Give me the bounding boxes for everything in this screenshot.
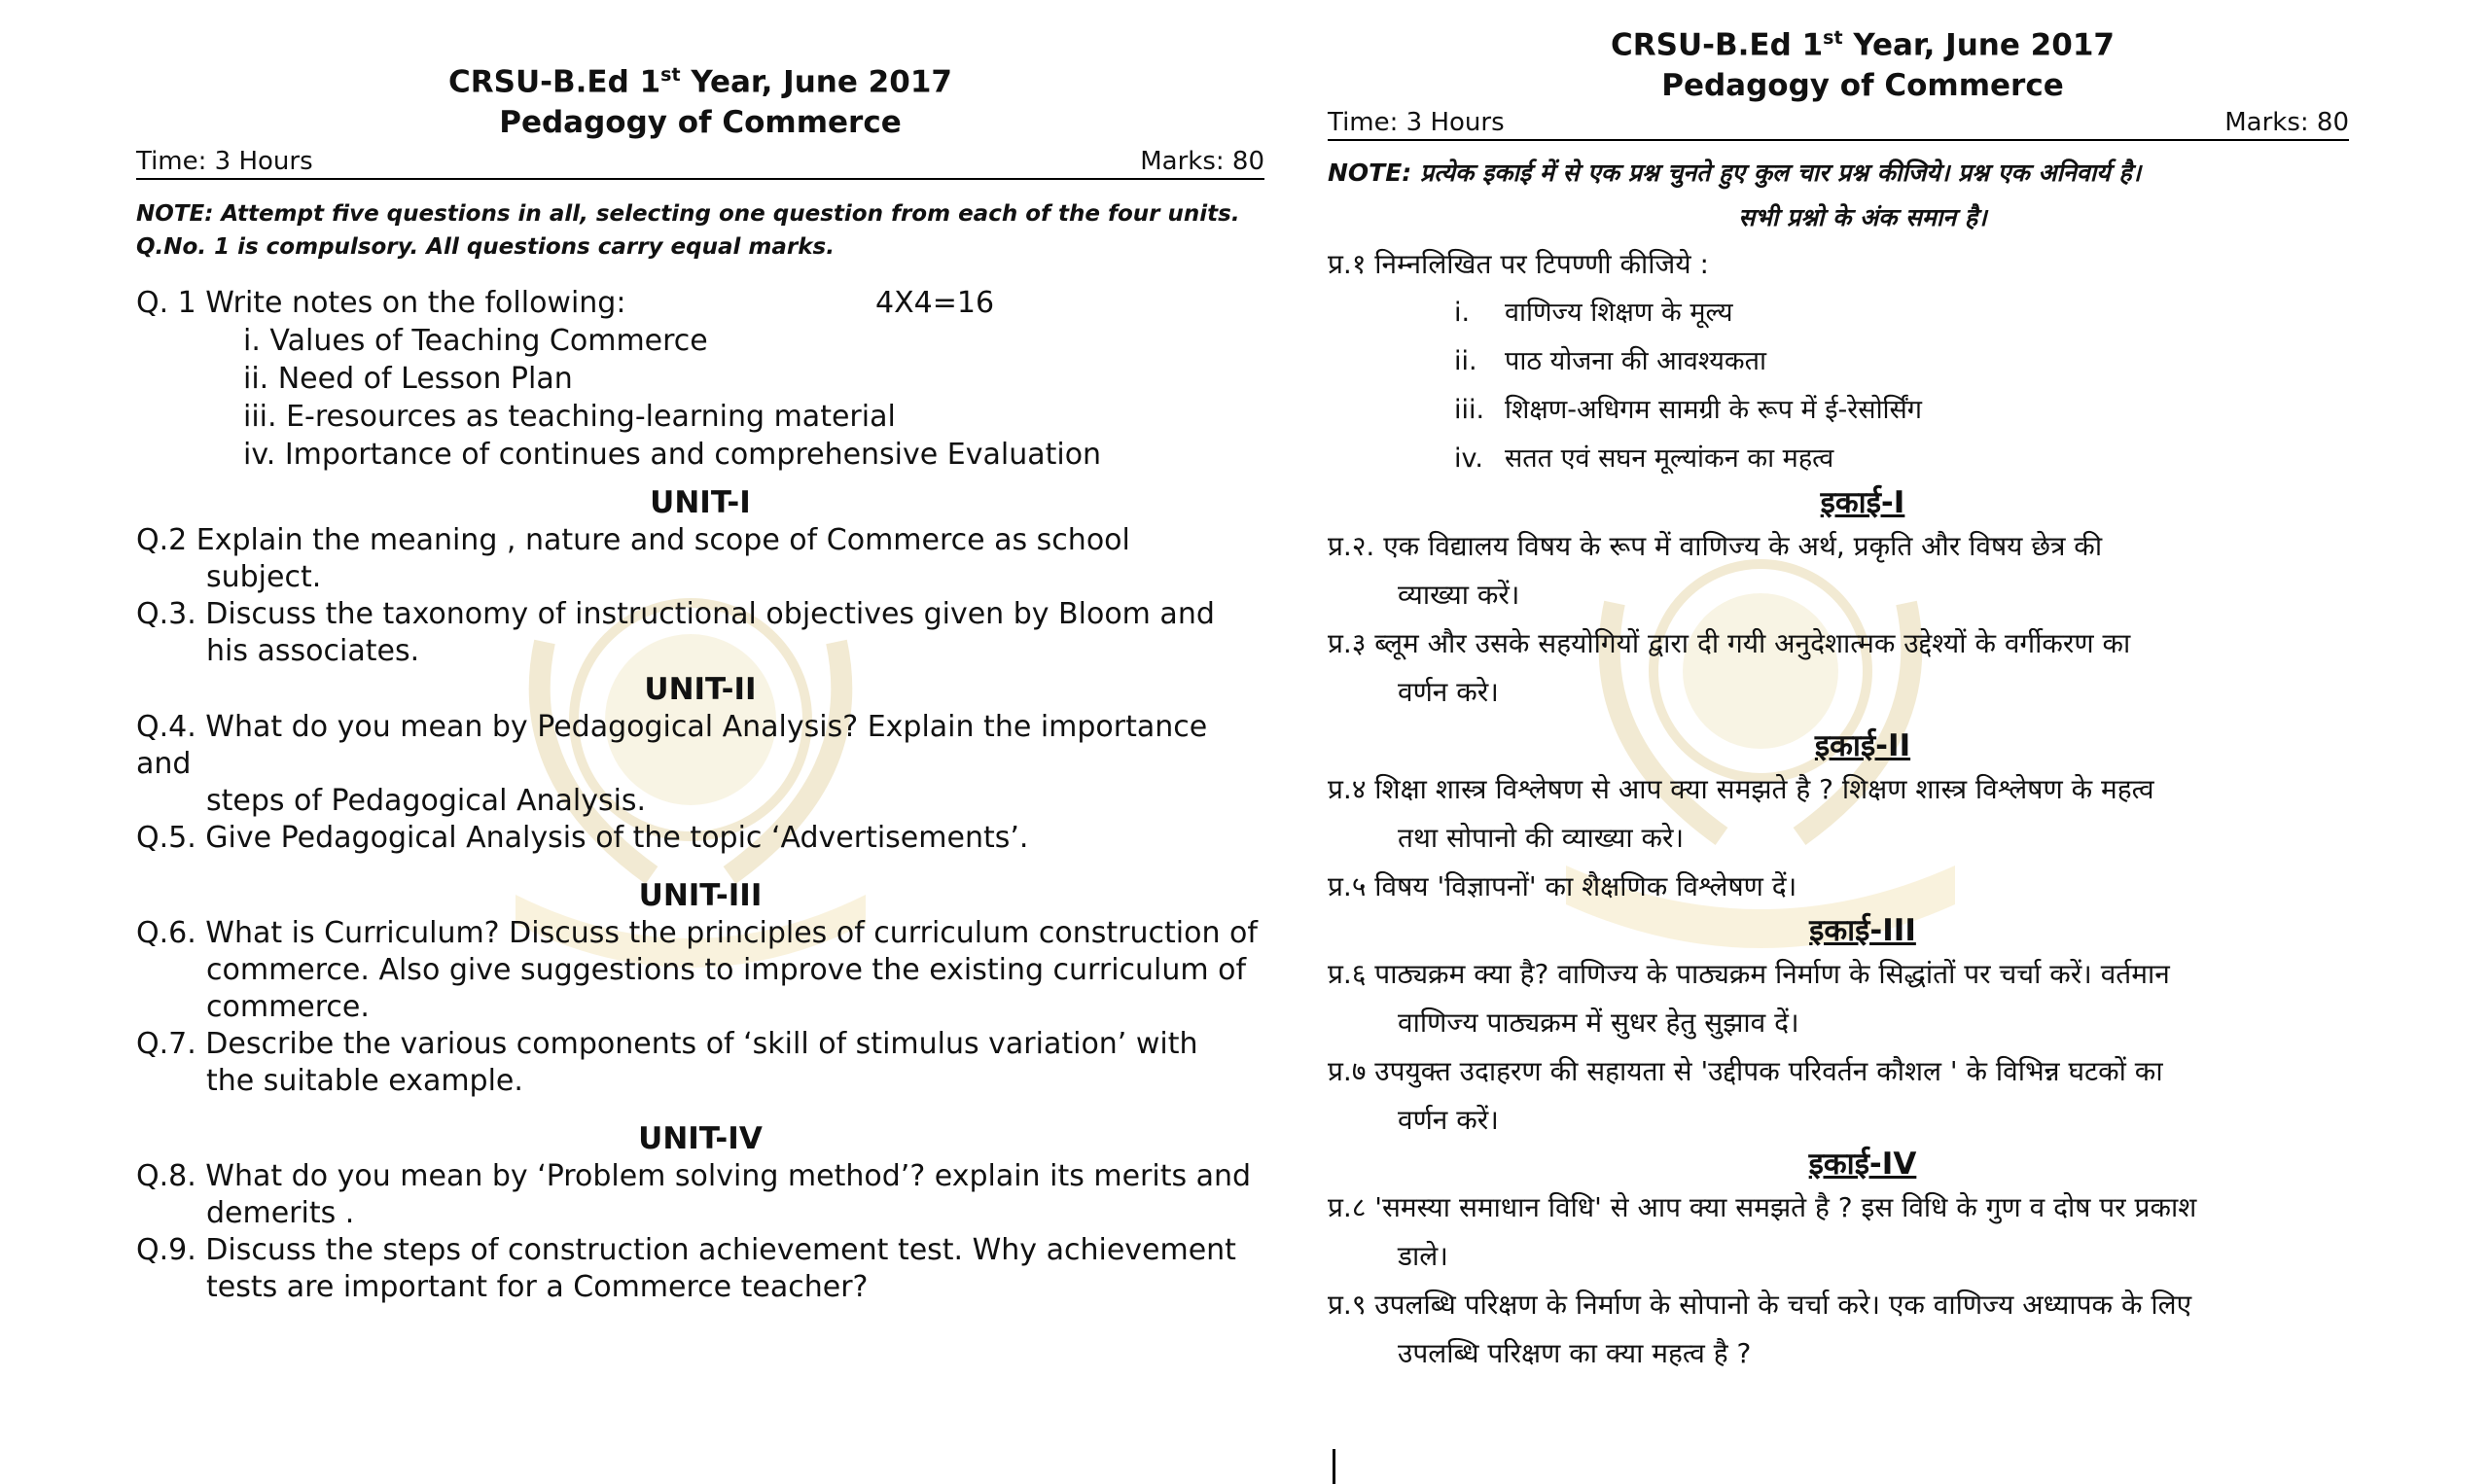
item-text: वाणिज्य शिक्षण के मूल्य [1505, 298, 1733, 329]
question-text: वर्णन करें। [1398, 1104, 1499, 1137]
question-text: प्र.९ उपलब्धि परिक्षण के निर्माण के सोपानो के चर्चा करे। एक वाणिज्य अध्यापक के लिए [1328, 1289, 2192, 1322]
question-text: वर्णन करे। [1398, 676, 1499, 709]
question-6 [1328, 950, 2398, 1047]
time-marks-row [1328, 108, 2349, 141]
question-text: the suitable example. [206, 1064, 523, 1099]
question-text: Q.4. What do you mean by Pedagogical Analysis? Explain the importance and [136, 710, 1208, 782]
list-item: iv. Importance of continues and comprehensive Evaluation [243, 438, 1102, 473]
paper-title [136, 54, 1264, 102]
question-text: प्र.८ 'समस्या समाधान विधि' से आप क्या समझते है ? इस विधि के गुण व दोष पर प्रकाश [1328, 1191, 2197, 1224]
unit-heading: इकाई-II [1814, 728, 1911, 764]
question-8 [136, 1158, 1264, 1232]
list-item: i. Values of Teaching Commerce [243, 324, 708, 359]
unit-heading: UNIT-I [650, 485, 751, 521]
title-text: CRSU-B.Ed 1 [448, 64, 661, 100]
paper-subject: Pedagogy of Commerce [499, 105, 902, 141]
question-9 [136, 1232, 1264, 1306]
question-text: Q.3. Discuss the taxonomy of instructional objectives given by Bloom and [136, 597, 1215, 632]
question-1-items [1328, 289, 2398, 483]
question-1 [136, 285, 1264, 322]
text-cursor [1333, 1449, 1335, 1484]
instructions-note [136, 197, 1264, 264]
question-text: Q.6. What is Curriculum? Discuss the principles of curriculum construction of [136, 916, 1258, 951]
question-text: steps of Pedagogical Analysis. [206, 784, 647, 819]
note-line: NOTE: प्रत्येक इकाई में से एक प्रश्न चुनते हुए कुल चार प्रश्न कीजिये। प्रश्न एक अनिवार्य है। [1328, 159, 2142, 188]
time-label: Time: 3 Hours [136, 147, 313, 177]
question-text: प्र.६ पाठ्यक्रम क्या है? वाणिज्य के पाठ्यक्रम निर्माण के सिद्धांतों पर चर्चा करें। वर्तमान [1328, 958, 2170, 991]
paper-subject: Pedagogy of Commerce [1661, 68, 2064, 104]
question-text: प्र.४ शिक्षा शास्त्र विश्लेषण से आप क्या समझते है ? शिक्षण शास्त्र विश्लेषण के महत्व [1328, 773, 2154, 806]
question-text: tests are important for a Commerce teacher? [206, 1270, 869, 1305]
item-number: iv. [1454, 443, 1483, 475]
unit-heading: UNIT-III [638, 878, 763, 914]
list-item [1454, 435, 2398, 483]
question-2 [136, 522, 1264, 596]
question-1-items [136, 322, 1264, 474]
note-line: NOTE: Attempt five questions in all, selecting one question from each of the four units. [136, 201, 1240, 228]
list-item: iii. E-resources as teaching-learning material [243, 400, 896, 435]
list-item [1454, 289, 2398, 337]
title-text: CRSU-B.Ed 1 [1611, 27, 1824, 63]
question-4 [136, 709, 1264, 820]
unit-heading: UNIT-II [644, 672, 757, 708]
question-text: प्र.१ निम्नलिखित पर टिपण्णी कीजिये : [1328, 248, 1709, 281]
question-text: व्याख्या करें। [1398, 579, 1520, 612]
title-superscript: st [660, 64, 681, 86]
question-9 [1328, 1281, 2398, 1378]
question-text: प्र.३ ब्लूम और उसके सहयोगियों द्वारा दी गयी अनुदेशात्मक उद्देश्यों के वर्गीकरण का [1328, 627, 2131, 660]
question-text: उपलब्धि परिक्षण का क्या महत्व है ? [1398, 1337, 1752, 1370]
question-marks: 4X4=16 [875, 286, 995, 321]
question-6 [136, 915, 1264, 1026]
question-text: his associates. [206, 634, 420, 669]
question-text: Q.8. What do you mean by ‘Problem solving method’? explain its merits and [136, 1159, 1252, 1194]
hindi-paper [1328, 0, 2398, 1470]
question-8 [1328, 1184, 2398, 1281]
instructions-note [1328, 151, 2398, 240]
question-text: commerce. [206, 990, 370, 1025]
item-number: ii. [1454, 346, 1477, 377]
question-text: Q.7. Describe the various components of ‘skill of stimulus variation’ with [136, 1027, 1198, 1062]
item-text: शिक्षण-अधिगम सामग्री के रूप में ई-रेसोर्सिंग [1505, 395, 1923, 426]
item-number: i. [1454, 298, 1471, 329]
question-7 [1328, 1047, 2398, 1145]
paper-title [1328, 18, 2398, 65]
item-text: सतत एवं सघन मूल्यांकन का महत्व [1505, 443, 1834, 475]
question-text: Q.5. Give Pedagogical Analysis of the topic ‘Advertisements’. [136, 821, 1029, 856]
question-text: तथा सोपानो की व्याख्या करे। [1398, 822, 1685, 855]
marks-label: Marks: 80 [2224, 108, 2349, 138]
title-superscript: st [1823, 27, 1843, 49]
question-3 [1328, 619, 2398, 717]
time-marks-row [136, 147, 1264, 180]
time-label: Time: 3 Hours [1328, 108, 1505, 138]
question-text: प्र.५ विषय 'विज्ञापनों' का शैक्षणिक विश्लेषण दें। [1328, 870, 1797, 903]
unit-heading: इकाई-IV [1808, 1147, 1917, 1183]
marks-label: Marks: 80 [1140, 147, 1264, 177]
question-text: demerits . [206, 1196, 355, 1231]
list-item [1454, 337, 2398, 386]
question-text: प्र.२. एक विद्यालय विषय के रूप में वाणिज्य के अर्थ, प्रकृति और विषय छेत्र की [1328, 530, 2103, 563]
question-text: subject. [206, 560, 322, 595]
question-text: Q. 1 Write notes on the following: [136, 286, 626, 321]
question-7 [136, 1026, 1264, 1100]
note-line: सभी प्रश्नो के अंक समान है। [1738, 203, 1987, 232]
title-text-rest: Year, June 2017 [1842, 27, 2115, 63]
item-number: iii. [1454, 395, 1485, 426]
question-5 [1328, 863, 2398, 911]
question-text: Q.9. Discuss the steps of construction achievement test. Why achievement [136, 1233, 1236, 1268]
english-paper [136, 0, 1264, 1470]
unit-heading: UNIT-IV [638, 1121, 763, 1157]
unit-heading: इकाई-I [1820, 485, 1905, 521]
note-line: Q.No. 1 is compulsory. All questions carry equal marks. [136, 234, 835, 261]
title-text-rest: Year, June 2017 [680, 64, 952, 100]
list-item: ii. Need of Lesson Plan [243, 362, 573, 397]
question-5 [136, 820, 1264, 857]
unit-heading: इकाई-III [1809, 913, 1916, 949]
question-text: commerce. Also give suggestions to improve the existing curriculum of [206, 953, 1247, 988]
question-text: प्र.७ उपयुक्त उदाहरण की सहायता से 'उद्दीपक परिवर्तन कौशल ' के विभिन्न घटकों का [1328, 1055, 2163, 1088]
item-text: पाठ योजना की आवश्यकता [1505, 346, 1767, 377]
question-3 [136, 596, 1264, 670]
question-text: डाले। [1398, 1240, 1448, 1273]
list-item [1454, 386, 2398, 435]
question-1 [1328, 240, 2398, 289]
question-text: Q.2 Explain the meaning , nature and scope of Commerce as school [136, 523, 1130, 558]
question-4 [1328, 765, 2398, 863]
question-text: वाणिज्य पाठ्यक्रम में सुधर हेतु सुझाव दें। [1398, 1007, 1799, 1040]
question-2 [1328, 522, 2398, 619]
